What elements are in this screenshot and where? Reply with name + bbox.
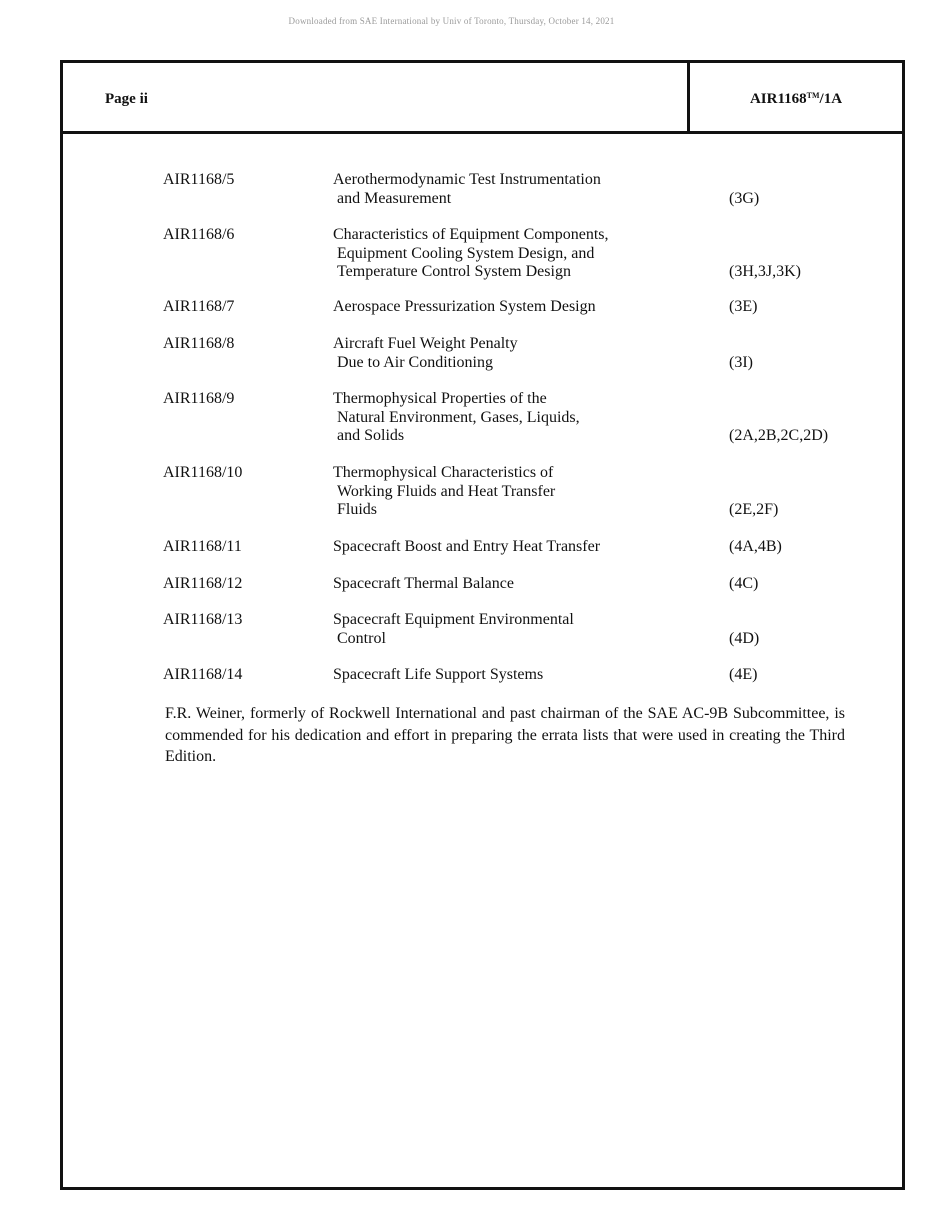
document-title-line: Thermophysical Properties of the [333, 390, 547, 407]
section-reference: (4D) [729, 629, 760, 647]
page-number: Page ii [105, 91, 148, 107]
document-title-line: Equipment Cooling System Design, and [337, 244, 595, 262]
section-reference: (2E,2F) [729, 501, 779, 518]
document-title-line: Aircraft Fuel Weight Penalty [333, 335, 518, 352]
document-title-line: Aerospace Pressurization System Design [333, 298, 596, 315]
document-code: AIR1168/7 [163, 298, 235, 315]
document-code: AIR1168/8 [163, 335, 235, 352]
document-title-line: Thermophysical Characteristics of [333, 464, 554, 481]
document-title-line: Characteristics of Equipment Components, [333, 226, 609, 243]
section-reference: (4E) [729, 666, 758, 683]
document-title-line: Control [337, 629, 386, 647]
section-reference: (2A,2B,2C,2D) [729, 427, 829, 444]
document-title [333, 226, 609, 282]
document-title-line: Spacecraft Equipment Environmental [333, 611, 574, 628]
trademark-mark: TM [806, 91, 820, 100]
document-code: AIR1168/5 [163, 171, 235, 188]
document-title [333, 464, 555, 520]
document-title [333, 538, 600, 557]
document-title [333, 611, 574, 648]
section-reference: (3G) [729, 189, 760, 207]
document-code: AIR1168/6 [163, 226, 235, 243]
document-title-line: Spacecraft Life Support Systems [333, 666, 544, 683]
document-title-line: Fluids [337, 501, 378, 518]
document-code: AIR1168/12 [163, 575, 243, 592]
page-frame [60, 60, 905, 1190]
document-title [333, 298, 596, 317]
section-reference: (4C) [729, 575, 759, 592]
acknowledgement-paragraph: F.R. Weiner, formerly of Rockwell International and past chairman of the SAE AC-9B Subcommittee, is commended for his dedication and effort in preparing the errata lists that were used in creating the Third Edition. [165, 705, 845, 765]
document-title-line: and Measurement [337, 189, 452, 207]
document-title-line: Spacecraft Boost and Entry Heat Transfer [333, 538, 601, 555]
document-id [690, 91, 902, 108]
section-reference: (4A,4B) [729, 538, 782, 555]
document-title-line: Due to Air Conditioning [337, 353, 493, 371]
document-title-line: Spacecraft Thermal Balance [333, 575, 514, 592]
download-watermark: Downloaded from SAE International by Univ of Toronto, Thursday, October 14, 2021 [288, 16, 615, 26]
section-reference: (3E) [729, 298, 758, 315]
document-title-line: Working Fluids and Heat Transfer [337, 482, 556, 500]
document-title [333, 575, 514, 594]
document-id-prefix: AIR1168 [749, 91, 807, 107]
document-title-line: and Solids [337, 427, 405, 444]
document-title [333, 666, 543, 685]
document-title [333, 171, 601, 208]
document-title-line: Aerothermodynamic Test Instrumentation [333, 171, 601, 188]
document-code: AIR1168/10 [163, 464, 243, 481]
document-title [333, 390, 580, 446]
section-reference: (3H,3J,3K) [729, 263, 801, 280]
document-title-line: Natural Environment, Gases, Liquids, [337, 408, 580, 426]
document-code: AIR1168/9 [163, 390, 235, 407]
document-id-suffix: /1A [819, 91, 843, 107]
document-title-line: Temperature Control System Design [337, 263, 571, 280]
document-code: AIR1168/11 [163, 538, 242, 555]
document-code: AIR1168/13 [163, 611, 243, 628]
document-code: AIR1168/14 [163, 666, 243, 683]
document-title [333, 335, 518, 372]
page-header [63, 63, 902, 134]
section-reference: (3I) [729, 353, 753, 371]
